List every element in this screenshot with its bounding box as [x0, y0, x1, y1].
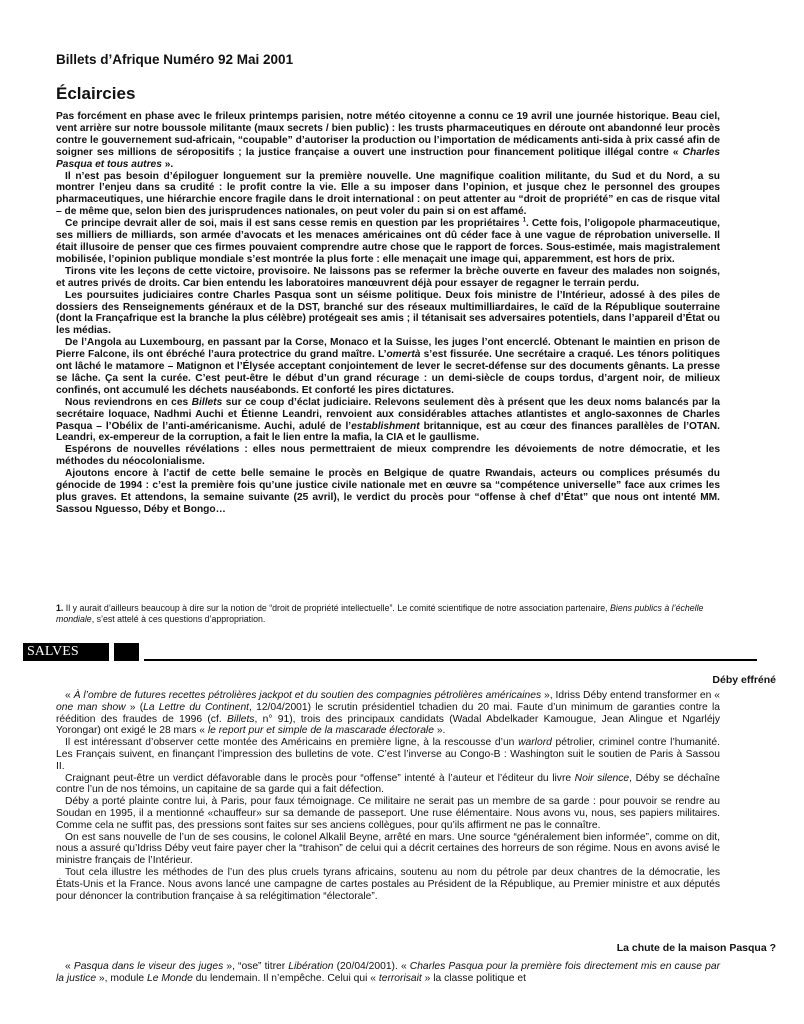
deby-paragraph: Il est intéressant d’observer cette montée des Américains en première ligne, à la rescousse d’un warlord pétrolier, criminel contre l’humanité. Les Français suivent, en finançant l’impression des bulletins de vote. C’est l’inverse au Congo-B : Washington suit le soutien de Paris à Sassou II. — [56, 737, 720, 772]
deby-paragraph: Tout cela illustre les méthodes de l’un des plus cruels tyrans africains, soutenu au nom du pétrole par deux chantres de la démocratie, les États-Unis et la France. Nous avons lancé une campagne de cartes postales au Président de la République, au Premier ministre et aux députés pour dénoncer la contribution française à sa relégitimation “électorale”. — [56, 866, 720, 902]
eclaircies-paragraph: Il n’est pas besoin d’épiloguer longuement sur la première nouvelle. Une magnifique coalition militante, du Sud et du Nord, a su montrer l’enjeu dans sa crudité : le profit contre la vie. Elle a su imposer dans l’opinion, et jusque chez le personnel des groupes pharmaceutiques, une hiérarchie encore fragile dans le droit international : on peut attenter au “droit de propriété” en cas de risque vital – de même que, selon bien des jurisprudences nationales, on peut voler du pain si on est affamé. — [56, 170, 720, 218]
deby-paragraph: On est sans nouvelle de l’un de ses cousins, le colonel Alkalil Beyne, arrêté en mars. Une source “généralement bien informée”, comme on dit, nous a assuré qu’Idriss Déby veut faire payer cher la “trahison” de celui qui a décrit certaines des horreurs de son régime. Nous en avons avisé le ministre français de l’Intérieur. — [56, 831, 720, 867]
eclaircies-paragraph: De l’Angola au Luxembourg, en passant par la Corse, Monaco et la Suisse, les juges l’ont encerclé. Obtenant le maintien en prison de Pierre Falcone, ils ont ébréché l’aura protectrice du grand maître. L’omertà s’est fissurée. Une secrétaire a craqué. Les ténors politiques ont lâché le matamore – Matignon et l’Élysée acceptant conjointement de lever le secret-défense sur des documents gênants. La presse se lâche. Ça sent la curée. C’est peut-être le début d’un grand récurage : un demi-siècle de coups tordus, d’argent noir, de milieux confinés, ont accumulé les déchets nauséabonds. Et conforté les pires dictatures. — [56, 337, 720, 396]
footnote-number: 1. — [56, 603, 64, 613]
section-banner — [23, 643, 757, 661]
footnote-italic: Biens publics à l’échelle mondiale — [56, 603, 704, 624]
banner-rule — [144, 659, 757, 661]
eclaircies-paragraph: Espérons de nouvelles révélations : elles nous permettraient de mieux comprendre les dévoiements de notre démocratie, et les méthodes du néocolonialisme. — [56, 444, 720, 468]
subheading-deby: Déby effréné — [712, 674, 776, 686]
eclaircies-paragraph: Ajoutons encore à l’actif de cette belle semaine le procès en Belgique de quatre Rwandais, acteurs ou complices présumés du génocide de 1994 : c’est la première fois qu’une justice civile nationale met en œuvre sa “compétence universelle” face aux crimes les plus graves. Et attendons, la semaine suivante (25 avril), le verdict du procès pour “offense à chef d’État” que nous ont intenté MM. Sassou Nguesso, Déby et Bongo… — [56, 468, 720, 515]
eclaircies-paragraph: Ce principe devrait aller de soi, mais il est sans cesse remis en question par les propriétaires $^1$. Cette fois, l’oligopole pharmaceutique, ses milliers de milliards, son armée d’avocats et les menaces américaines ont dû céder face à une vague de réprobation universelle. Il était illusoire de penser que ces firmes pouvaient comprendre autre chose que le rapport de forces. Sous-estimée, mais magistralement mobilisée, l’opinion publique mondiale s’est montrée la plus forte : elle menaçait une image qui, apparemment, est hors de prix. — [56, 217, 720, 265]
eclaircies-paragraph: Pas forcément en phase avec le frileux printemps parisien, notre météo citoyenne a connu ce 19 avril une journée historique. Beau ciel, vent arrière sur notre boussole militante (maux secrets / bien public) : les trusts pharmaceutiques en déroute ont abandonné leur procès contre le gouvernement sud-africain, “coupable” d’autoriser la production ou l’importation de médicaments anti-sida à prix cassé afin de soigner ses millions de séropositifs ; la justice française a ouvert une instruction pour financement politique illégal contre « Charles Pasqua et tous autres ». — [56, 111, 720, 170]
eclaircies-paragraph: Tirons vite les leçons de cette victoire, provisoire. Ne laissons pas se refermer la brèche ouverte en faveur des malades non soignés, et autres privés de droits. Car bien entendu les laboratoires manœuvrent déjà pour essayer de regagner le terrain perdu. — [56, 265, 720, 289]
eclaircies-paragraph: Les poursuites judiciaires contre Charles Pasqua sont un séisme politique. Deux fois ministre de l’Intérieur, adossé à des piles de dossiers des Renseignements généraux et de la DST, branché sur des réseaux multimilliardaires, le caïd de la République souterraine (dont la Françafrique est la branche la plus célèbre) protégeait ses amis ; il tétanisait ses adversaires potentiels, dans l’appareil d’État ou les médias. — [56, 289, 720, 337]
banner-block — [114, 643, 139, 661]
article-title: Éclaircies — [56, 84, 136, 103]
footnote — [56, 603, 720, 625]
footnote-text-b: , s’est attelé à ces questions d’appropriation. — [91, 614, 266, 624]
newsletter-header: Billets d’Afrique Numéro 92 Mai 2001 — [56, 52, 294, 67]
deby-paragraph: Déby a porté plainte contre lui, à Paris, pour faux témoignage. Ce militaire ne serait pas un membre de sa garde : pour pouvoir se rendre au Soudan en 1995, il a mentionné «chauffeur» sur sa demande de passeport. Une ruse élémentaire. Nous avons vu, nous, ses papiers militaires. Comme cela ne suffit pas, des pressions sont faites sur ses anciens collègues, pour qu’ils affirment ne pas le connaître. — [56, 796, 720, 831]
eclaircies-paragraph: Nous reviendrons en ces Billets sur ce coup d’éclat judiciaire. Relevons seulement dès à présent que les deux noms balancés par la secrétaire loquace, Nadhmi Auchi et Étienne Leandri, renvoient aux considérables attaches atlantistes et anglo-saxonnes de Charles Pasqua – l’Obélix de l’anti-américanisme. Auchi, adulé de l’establishment britannique, est au cœur des finances parallèles de l’OTAN. Leandri, ex-empereur de la corruption, a fait le lien entre la mafia, la CIA et le gaullisme. — [56, 396, 720, 444]
deby-body — [56, 690, 720, 902]
pasqua-paragraph: « Pasqua dans le viseur des juges », “ose” titrer Libération (20/04/2001). « Charles Pasqua pour la première fois directement mis en cause par la justice », module Le Monde du lendemain. Il n’empêche. Celui qui « terrorisait » la classe politique et — [56, 961, 720, 984]
deby-paragraph: Craignant peut-être un verdict défavorable dans le procès pour “offense” intenté à l’auteur et l’éditeur du livre Noir silence, Déby se déchaîne contre l’un de nos témoins, un capitaine de sa garde qui a fait défection. — [56, 772, 720, 796]
pasqua-body — [56, 961, 720, 985]
subheading-pasqua: La chute de la maison Pasqua ? — [616, 942, 776, 954]
section-label: SALVES — [23, 643, 109, 661]
footnote-text-a: Il y aurait d’ailleurs beaucoup à dire sur la notion de “droit de propriété intellectuelle”. Le comité scientifique de notre association partenaire, — [63, 603, 611, 613]
deby-paragraph: « À l’ombre de futures recettes pétrolières jackpot et du soutien des compagnies pétrolières américaines », Idriss Déby entend transformer en « one man show » (La Lettre du Continent, 12/04/2001) le scrutin présidentiel tchadien du 20 mai. Faute d’un minimum de garanties contre la réédition des fraudes de 1996 (cf. Billets, n° 91), trois des principaux candidats (Wadal Abdelkader Kamougue, Jean Alingue et Ngarléjy Yorongar) ont exigé le 28 mars « le report pur et simple de la mascarade électorale ». — [56, 690, 720, 737]
eclaircies-body — [56, 111, 720, 516]
